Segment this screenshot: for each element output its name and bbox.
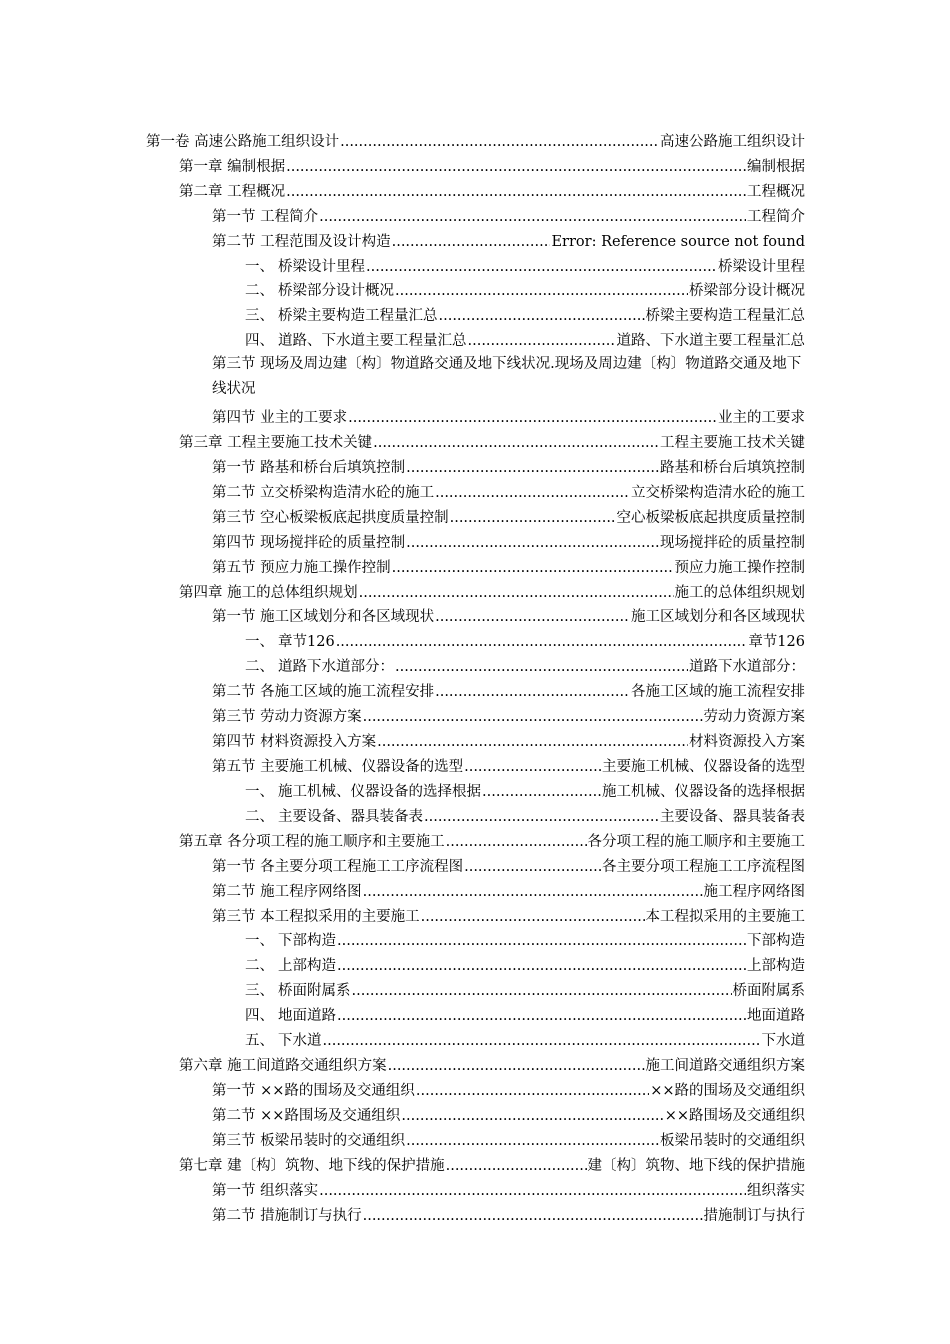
toc-entry-text: 第一节 施工区域划分和各区域现状 xyxy=(212,609,435,626)
toc-entry[interactable] xyxy=(146,325,805,350)
toc-page-ref: 施工间道路交通组织方案 xyxy=(645,1058,805,1075)
toc-entry-text: 桥梁部分设计概况 xyxy=(278,283,394,300)
toc-entry[interactable] xyxy=(146,1150,805,1175)
toc-entry[interactable] xyxy=(146,1200,805,1225)
toc-dot-leader xyxy=(337,958,746,975)
toc-entry[interactable] xyxy=(146,801,805,826)
toc-dot-leader xyxy=(406,1133,659,1150)
toc-dot-leader xyxy=(468,333,616,350)
toc-entry-text: 第七章 建〔构〕筑物、地下线的保护措施 xyxy=(179,1157,445,1174)
toc-page-ref: 路基和桥台后填筑控制 xyxy=(660,459,805,476)
toc-page-ref: 施工的总体组织规划 xyxy=(674,584,805,601)
toc-entry-title xyxy=(212,709,362,726)
toc-page-ref: 主要施工机械、仪器设备的选型 xyxy=(602,758,805,775)
toc-entry-title xyxy=(179,159,285,176)
toc-entry-number: 一、 xyxy=(245,783,274,800)
toc-entry-text: 第一节 各主要分项工程施工工序流程图 xyxy=(212,858,464,875)
toc-page-ref: 下部构造 xyxy=(747,933,805,950)
toc-page-ref: 现场搅拌砼的质量控制 xyxy=(660,534,805,551)
toc-entry-title xyxy=(245,983,351,1000)
toc-page-ref: 施工区域划分和各区域现状 xyxy=(631,609,805,626)
toc-entry-number: 二、 xyxy=(245,283,274,300)
toc-entry[interactable] xyxy=(146,126,805,151)
toc-entry-title xyxy=(212,1183,318,1200)
toc-entry[interactable] xyxy=(146,527,805,552)
toc-entry[interactable] xyxy=(146,826,805,851)
toc-page-ref: 各主要分项工程施工工序流程图 xyxy=(602,858,805,875)
toc-entry-title xyxy=(212,410,347,427)
toc-page-ref: 立交桥梁构造清水砼的施工 xyxy=(631,484,805,501)
toc-entry-title xyxy=(212,884,362,901)
toc-dot-leader xyxy=(395,659,688,676)
toc-entry[interactable] xyxy=(146,502,805,527)
toc-entry-title xyxy=(245,333,467,350)
toc-entry[interactable] xyxy=(146,577,805,602)
toc-entry-title xyxy=(212,759,463,776)
toc-dot-leader xyxy=(421,909,645,926)
toc-entry[interactable] xyxy=(146,926,805,951)
toc-entry[interactable] xyxy=(146,201,805,226)
toc-page-ref: Error: Reference source not found xyxy=(551,233,805,250)
toc-dot-leader xyxy=(363,1208,703,1225)
toc-entry[interactable] xyxy=(146,151,805,176)
toc-dot-leader xyxy=(348,410,717,427)
toc-entry-text: 第六章 施工间道路交通组织方案 xyxy=(179,1058,387,1075)
toc-entry-text: 第二节 施工程序网络图 xyxy=(212,883,362,900)
toc-entry-title xyxy=(179,184,285,201)
toc-entry[interactable] xyxy=(146,276,805,301)
toc-entry-number: 三、 xyxy=(245,983,274,1000)
toc-dot-leader xyxy=(337,933,746,950)
toc-entry-text: 第二节 工程范围及设计构造 xyxy=(212,233,391,250)
toc-entry-title xyxy=(212,560,391,577)
toc-entry-title xyxy=(245,933,336,950)
toc-page-ref: 各分项工程的施工顺序和主要施工 xyxy=(587,833,805,850)
toc-entry-title xyxy=(179,435,372,452)
toc-entry-text: 上部构造 xyxy=(278,958,336,975)
toc-page-ref: 桥面附属系 xyxy=(732,983,805,1000)
toc-dot-leader xyxy=(340,134,659,151)
toc-page-ref: 组织落实 xyxy=(747,1182,805,1199)
toc-dot-leader xyxy=(435,485,630,502)
toc-entry[interactable] xyxy=(146,1075,805,1100)
toc-dot-leader xyxy=(435,609,630,626)
toc-dot-leader xyxy=(388,1058,645,1075)
toc-entry-title xyxy=(212,1083,415,1100)
toc-entry-number: 二、 xyxy=(245,958,274,975)
toc-entry-text: 桥梁主要构造工程量汇总 xyxy=(278,308,438,325)
toc-entry-title xyxy=(245,259,365,276)
toc-page-ref: 桥梁设计里程 xyxy=(718,258,805,275)
toc-entry-text: 第二节 各施工区域的施工流程安排 xyxy=(212,684,435,701)
toc-dot-leader xyxy=(401,1108,663,1125)
toc-entry-text: 下水道 xyxy=(278,1033,322,1050)
toc-entry-title xyxy=(245,659,394,676)
toc-dot-leader xyxy=(286,184,746,201)
toc-entry[interactable] xyxy=(146,726,805,751)
toc-entry-text: 第四章 施工的总体组织规划 xyxy=(179,584,358,601)
toc-entry-number: 四、 xyxy=(245,1008,274,1025)
toc-entry-text: 第一节 工程简介 xyxy=(212,208,319,225)
toc-entry[interactable] xyxy=(146,602,805,627)
toc-dot-leader xyxy=(363,709,703,726)
toc-entry[interactable] xyxy=(146,776,805,801)
toc-entry[interactable] xyxy=(146,851,805,876)
toc-entry[interactable] xyxy=(146,300,805,325)
toc-entry-number: 一、 xyxy=(245,258,274,275)
toc-page-ref: ××路围场及交通组织 xyxy=(664,1107,805,1124)
toc-page-ref: 劳动力资源方案 xyxy=(703,709,805,726)
toc-entry-title xyxy=(212,684,434,701)
toc-page-ref: 桥梁部分设计概况 xyxy=(689,283,805,300)
toc-entry-title xyxy=(245,283,394,300)
toc-dot-leader xyxy=(359,585,674,602)
toc-entry-text: 第一卷 高速公路施工组织设计 xyxy=(146,133,340,150)
toc-entry[interactable] xyxy=(146,1025,805,1050)
toc-entry[interactable] xyxy=(146,876,805,901)
toc-entry-text: 章节126 xyxy=(278,634,335,651)
toc-dot-leader xyxy=(392,560,674,577)
toc-entry-number: 一、 xyxy=(245,933,274,950)
toc-entry-number: 二、 xyxy=(245,808,274,825)
toc-dot-leader xyxy=(439,308,645,325)
toc-page-ref: 桥梁主要构造工程量汇总 xyxy=(645,308,805,325)
toc-entry-text: 第三章 工程主要施工技术关键 xyxy=(179,435,373,451)
toc-page-ref: 地面道路 xyxy=(747,1008,805,1025)
toc-page-ref: 施工机械、仪器设备的选择根据 xyxy=(602,783,805,800)
toc-entry-text: 第二节 ××路围场及交通组织 xyxy=(212,1107,401,1124)
toc-entry-text: 第二章 工程概况 xyxy=(179,183,286,200)
toc-entry-title xyxy=(245,308,438,325)
toc-entry-title xyxy=(179,834,445,851)
toc-dot-leader xyxy=(395,283,688,300)
toc-entry-number: 二、 xyxy=(245,659,274,676)
toc-entry[interactable] xyxy=(146,1175,805,1200)
toc-page-ref: 下水道 xyxy=(761,1033,805,1050)
toc-entry[interactable] xyxy=(146,251,805,276)
toc-page-ref: 措施制订与执行 xyxy=(703,1207,805,1224)
toc-entry-text: 地面道路 xyxy=(278,1008,336,1025)
toc-entry[interactable] xyxy=(146,427,805,452)
toc-entry[interactable] xyxy=(146,552,805,577)
toc-entry[interactable] xyxy=(146,751,805,776)
toc-page-ref: 各施工区域的施工流程安排 xyxy=(631,684,805,701)
toc-entry[interactable] xyxy=(146,701,805,726)
toc-entry-title xyxy=(212,535,405,552)
toc-entry[interactable] xyxy=(146,350,805,402)
toc-page-ref: 施工程序网络图 xyxy=(703,883,805,900)
toc-entry-text: 下部构造 xyxy=(278,933,336,950)
toc-dot-leader xyxy=(446,1158,587,1175)
toc-page-ref: 上部构造 xyxy=(747,958,805,975)
toc-page-ref: 本工程拟采用的主要施工 xyxy=(645,908,805,925)
toc-entry[interactable] xyxy=(146,176,805,201)
toc-entry-text: 第一章 编制根据 xyxy=(179,158,286,175)
toc-entry-number: 四、 xyxy=(245,333,274,350)
toc-entry-text: 第五节 主要施工机械、仪器设备的选型 xyxy=(212,758,464,775)
toc-entry-text: 施工机械、仪器设备的选择根据 xyxy=(278,783,481,800)
toc-dot-leader xyxy=(363,884,703,901)
toc-entry-text: 道路下水道部分： xyxy=(278,659,394,676)
toc-dot-leader xyxy=(366,259,717,276)
toc-page-ref: 章节126 xyxy=(748,634,805,651)
toc-entry-text: 第三节 本工程拟采用的主要施工 xyxy=(212,908,420,925)
toc-entry-title xyxy=(212,909,420,926)
toc-entry-text: 第二节 措施制订与执行 xyxy=(212,1207,362,1224)
toc-entry-title xyxy=(212,859,463,876)
toc-dot-leader xyxy=(377,734,688,751)
toc-entry-text: 主要设备、器具装备表 xyxy=(278,808,423,825)
toc-entry[interactable] xyxy=(146,676,805,701)
toc-entry-number: 五、 xyxy=(245,1033,274,1050)
toc-page-ref: 业主的工要求 xyxy=(718,410,805,427)
toc-dot-leader xyxy=(319,1183,746,1200)
toc-entry[interactable] xyxy=(146,651,805,676)
toc-page-ref: 空心板梁板底起拱度质量控制 xyxy=(616,509,805,526)
toc-entry-text: 第四节 现场搅拌砼的质量控制 xyxy=(212,534,406,551)
toc-page-ref: 工程简介 xyxy=(747,208,805,225)
toc-entry-title xyxy=(245,784,481,801)
toc-dot-leader xyxy=(286,159,746,176)
toc-entry-title xyxy=(212,1208,362,1225)
toc-entry-title xyxy=(179,1058,387,1075)
toc-entry-title xyxy=(212,1108,400,1125)
toc-page-ref: 工程概况 xyxy=(747,183,805,200)
toc-dot-leader xyxy=(406,460,659,477)
toc-entry[interactable] xyxy=(146,402,805,427)
toc-dot-leader xyxy=(336,634,748,651)
toc-entry-text: 第三节 板梁吊装时的交通组织 xyxy=(212,1132,406,1149)
toc-page-ref: 道路下水道部分： xyxy=(689,659,805,676)
toc-dot-leader xyxy=(392,234,551,251)
toc-entry-text: 第四节 业主的工要求 xyxy=(212,410,348,427)
toc-page-ref: 预应力施工操作控制 xyxy=(674,559,805,576)
toc-dot-leader xyxy=(373,435,659,452)
toc-page-ref: 高速公路施工组织设计 xyxy=(660,133,805,150)
toc-entry-text: 桥梁设计里程 xyxy=(278,258,365,275)
toc-dot-leader xyxy=(352,983,732,1000)
toc-entry[interactable] xyxy=(146,477,805,502)
toc-entry[interactable] xyxy=(146,1000,805,1025)
toc-entry-title xyxy=(212,510,449,527)
toc-dot-leader xyxy=(446,834,587,851)
toc-entry[interactable] xyxy=(146,1125,805,1150)
toc-entry-text: 第一节 路基和桥台后填筑控制 xyxy=(212,459,406,476)
toc-entry[interactable] xyxy=(146,1050,805,1075)
toc-entry[interactable] xyxy=(146,975,805,1000)
toc-entry-text: 第三节 劳动力资源方案 xyxy=(212,709,362,726)
toc-page-ref: 建〔构〕筑物、地下线的保护措施 xyxy=(587,1157,805,1174)
toc-entry-title xyxy=(212,460,405,477)
toc-entry-title xyxy=(146,134,339,151)
toc-entry[interactable] xyxy=(146,452,805,477)
toc-dot-leader xyxy=(406,535,659,552)
toc-entry-text: 道路、下水道主要工程量汇总 xyxy=(278,333,467,350)
toc-entry[interactable] xyxy=(146,626,805,651)
toc-entry-title xyxy=(179,1158,445,1175)
toc-page-ref: ××路的围场及交通组织 xyxy=(650,1082,805,1099)
toc-entry-number: 一、 xyxy=(245,634,274,651)
toc-dot-leader xyxy=(464,759,601,776)
toc-dot-leader xyxy=(450,510,616,527)
toc-entry-title xyxy=(212,234,391,251)
toc-entry-text: 第五章 各分项工程的施工顺序和主要施工 xyxy=(179,833,445,850)
toc-page-ref: 板梁吊装时的交通组织 xyxy=(660,1132,805,1149)
toc-dot-leader xyxy=(323,1033,761,1050)
toc-entry-title xyxy=(245,634,335,651)
toc-dot-leader xyxy=(435,684,630,701)
toc-entry-title xyxy=(212,209,318,226)
toc-entry-text: 第五节 预应力施工操作控制 xyxy=(212,559,391,576)
toc-page-ref: 主要设备、器具装备表 xyxy=(660,808,805,825)
toc-entry-title xyxy=(212,1133,405,1150)
toc-dot-leader xyxy=(424,809,659,826)
toc-entry-text: 第一节 组织落实 xyxy=(212,1182,319,1199)
toc-entry-title xyxy=(212,734,376,751)
toc-entry-text: 第四节 材料资源投入方案 xyxy=(212,734,377,751)
toc-entry-title xyxy=(245,958,336,975)
toc-page-ref: 编制根据 xyxy=(747,158,805,175)
toc-entry-text: 第三节 空心板梁板底起拱度质量控制 xyxy=(212,509,449,526)
toc-entry-text: 第二节 立交桥梁构造清水砼的施工 xyxy=(212,484,435,501)
toc-dot-leader xyxy=(464,859,601,876)
table-of-contents xyxy=(146,126,805,1225)
toc-dot-leader xyxy=(319,209,746,226)
toc-page-ref: 工程主要施工技术关键 xyxy=(660,435,805,451)
toc-dot-leader xyxy=(337,1008,746,1025)
toc-entry-title xyxy=(212,485,434,502)
toc-entry-title xyxy=(179,585,358,602)
toc-page-ref: 材料资源投入方案 xyxy=(689,734,805,751)
toc-dot-leader xyxy=(482,784,601,801)
toc-entry-title: 第三节 现场及周边建〔构〕物道路交通及地下线状况.现场及周边建〔构〕物道路交通及地下线状况 xyxy=(212,356,802,398)
toc-entry[interactable] xyxy=(146,901,805,926)
toc-page-ref: 道路、下水道主要工程量汇总 xyxy=(616,333,805,350)
toc-entry-title xyxy=(245,809,423,826)
toc-entry-text: 第一节 ××路的围场及交通组织 xyxy=(212,1082,415,1099)
toc-dot-leader xyxy=(416,1083,649,1100)
toc-entry-title xyxy=(245,1033,322,1050)
toc-entry[interactable] xyxy=(146,226,805,251)
toc-entry-title xyxy=(212,609,434,626)
toc-entry-title xyxy=(245,1008,336,1025)
toc-entry-text: 桥面附属系 xyxy=(278,983,351,1000)
toc-entry-number: 三、 xyxy=(245,308,274,325)
toc-entry[interactable] xyxy=(146,950,805,975)
toc-entry[interactable] xyxy=(146,1100,805,1125)
